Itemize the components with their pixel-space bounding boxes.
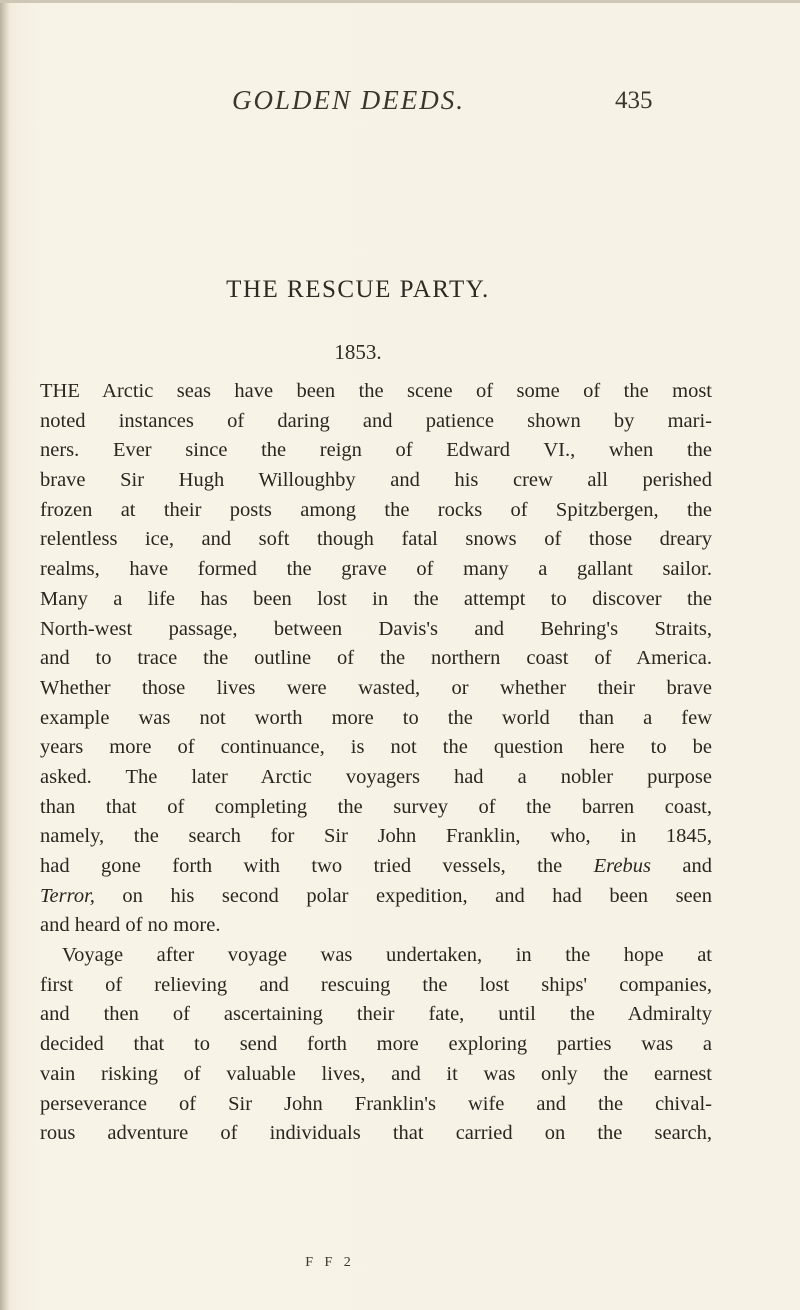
text-line: perseverance of Sir John Franklin's wife and the chival- bbox=[40, 1092, 712, 1115]
text-line: rous adventure of individuals that carried on the search, bbox=[40, 1122, 712, 1145]
text-line: Many a life has been lost in the attempt to discover the bbox=[40, 587, 712, 610]
text-line: relentless ice, and soft though fatal snows of those dreary bbox=[40, 528, 712, 551]
text-line: THE Arctic seas have been the scene of some of the most bbox=[40, 380, 712, 402]
chapter-year: 1853. bbox=[334, 340, 382, 364]
text-line-with-ship-names bbox=[40, 882, 712, 912]
page-top-edge bbox=[0, 0, 800, 3]
text-fragment: and bbox=[682, 855, 713, 877]
text-line: namely, the search for Sir John Franklin, who, in 1845, bbox=[40, 825, 712, 848]
text-line: and to trace the outline of the northern coast of America. bbox=[40, 647, 712, 670]
text-line: Whether those lives were wasted, or whether their brave bbox=[40, 676, 712, 699]
text-line: frozen at their posts among the rocks of Spitzbergen, the bbox=[40, 498, 712, 521]
text-line: decided that to send forth more exploring parties was a bbox=[40, 1033, 712, 1056]
paragraph-1 bbox=[40, 377, 712, 941]
text-line: Voyage after voyage was undertaken, in the hope at bbox=[62, 944, 712, 967]
text-line: vain risking of valuable lives, and it was only the earnest bbox=[40, 1062, 712, 1085]
text-line: than that of completing the survey of the barren coast, bbox=[40, 795, 712, 818]
text-line-with-ship-names bbox=[40, 852, 712, 882]
running-head bbox=[0, 85, 800, 125]
text-line: first of relieving and rescuing the lost ships' companies, bbox=[40, 973, 712, 996]
text-line: example was not worth more to the world than a few bbox=[40, 706, 712, 729]
chapter-title: THE RESCUE PARTY. bbox=[226, 276, 490, 303]
page-gutter bbox=[0, 0, 9, 1310]
text-line: and heard of no more. bbox=[40, 914, 221, 937]
text-line: years more of continuance, is not the question here to be bbox=[40, 736, 712, 759]
text-line: realms, have formed the grave of many a gallant sailor. bbox=[40, 558, 712, 581]
body-text bbox=[40, 377, 712, 1149]
signature-mark: F F 2 bbox=[305, 1255, 355, 1270]
text-fragment: on his second polar expedition, and had been seen bbox=[122, 884, 712, 907]
ship-name-terror: Terror, bbox=[40, 884, 95, 907]
running-title: GOLDEN DEEDS. bbox=[232, 85, 465, 115]
text-line: noted instances of daring and patience shown by mari- bbox=[40, 409, 712, 432]
text-fragment: had gone forth with two tried vessels, the bbox=[40, 855, 563, 877]
ship-name-erebus: Erebus bbox=[593, 855, 651, 877]
page-number: 435 bbox=[615, 87, 653, 114]
paragraph-2 bbox=[40, 941, 712, 1149]
text-line: brave Sir Hugh Willoughby and his crew all perished bbox=[40, 469, 712, 492]
text-line: asked. The later Arctic voyagers had a nobler purpose bbox=[40, 765, 712, 788]
text-line: North-west passage, between Davis's and Behring's Straits, bbox=[40, 617, 712, 640]
text-line: ners. Ever since the reign of Edward VI., when the bbox=[40, 439, 712, 462]
text-line: and then of ascertaining their fate, until the Admiralty bbox=[40, 1003, 712, 1026]
